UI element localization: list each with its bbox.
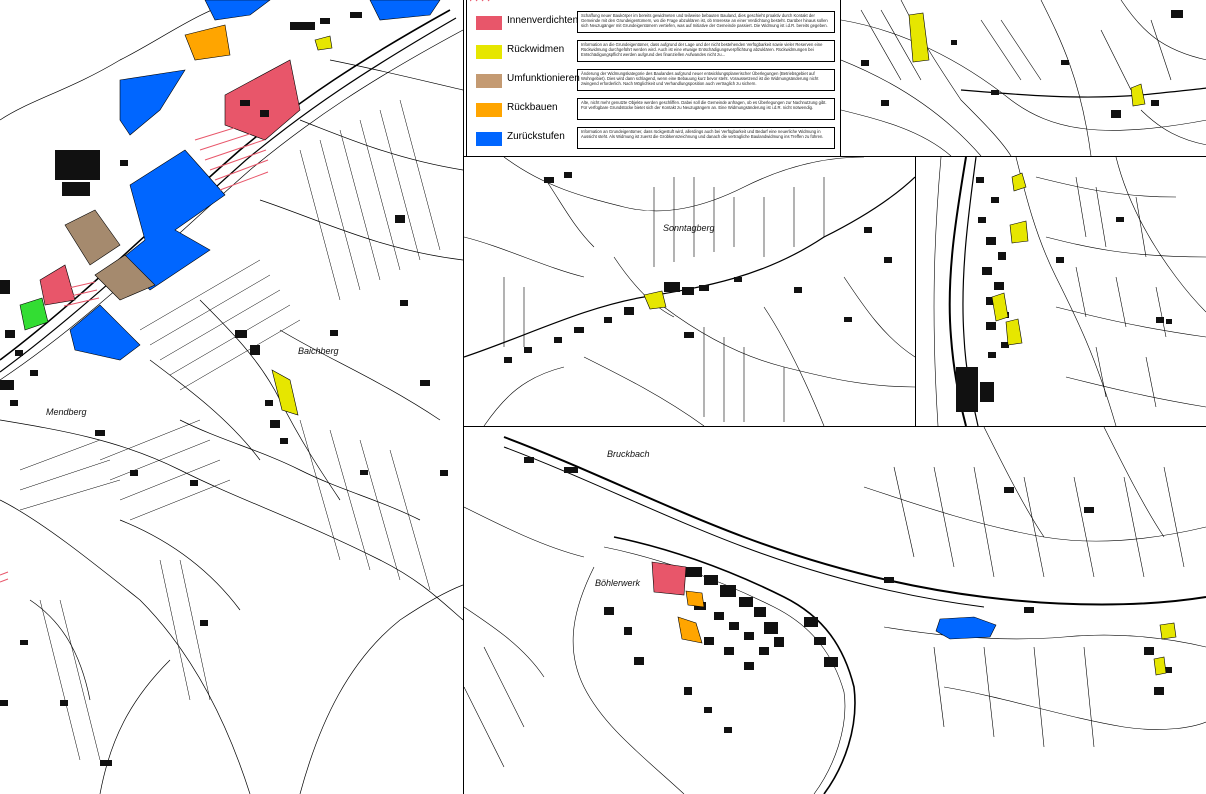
legend-item-innenverdichten: [467, 10, 840, 36]
legend-label: Rückwidmen: [507, 44, 565, 55]
map-sonntagberg-svg: [464, 157, 915, 426]
legend-swatch-innenverdichten: [476, 16, 502, 30]
zone-innenverdichten: [225, 60, 300, 140]
legend-item-rueckwidmen: [467, 39, 840, 65]
legend-item-umfunktionieren: [467, 68, 840, 94]
zone-rueckbauen: [686, 591, 704, 607]
legend-description: Information an die Grundeigentümer, dass aufgrund der Lage und der nicht bestehenden Verfügbarkeit sowie vieler Reserven eine Rückwidmung durchgeführt werden wird. Auch ist eine etwaige Entschädigungsverpflichtung abzuklären. Rückwidmungen bei Entschädigungspflicht werden aufgrund des finanziellen Aufwandes nicht zu...: [577, 40, 835, 62]
map-panel-mendberg[interactable]: [0, 0, 463, 794]
legend-description: Information an Grundeigentümer, dass rückgestuft wird, allerdings auch bei Verfügbarkeit und Bedarf eine neuerliche Widmung in Aussicht steht. Als Widmung ist zuerst die Grobkennzeichnung und danach die vertragliche Baulandwidmung ins Treffen zu führen.: [577, 127, 835, 149]
legend-label: Zurückstufen: [507, 131, 565, 142]
zone-innenverdichten: [40, 265, 75, 305]
zone-rueckwidmen: [992, 293, 1008, 321]
zone-zurueckstufen: [936, 617, 996, 639]
place-label-sonntagberg: Sonntagberg: [663, 223, 715, 233]
map-panel-top-right[interactable]: [840, 0, 1206, 156]
zone-rueckbauen: [185, 25, 230, 60]
legend-label: Rückbauen: [507, 102, 558, 113]
legend-label: Innenverdichten: [507, 15, 579, 26]
zone-rueckwidmen: [1006, 319, 1022, 345]
map-mendberg-svg: [0, 0, 463, 794]
legend-swatch-rueckbauen: [476, 103, 502, 117]
zone-rueckwidmen: [1131, 84, 1145, 106]
map-panel-valley[interactable]: [916, 157, 1206, 426]
place-label-baichberg: Baichberg: [298, 346, 339, 356]
zone-innenverdichten: [652, 562, 686, 595]
zone-rueckwidmen: [909, 13, 929, 62]
zone-rueckwidmen: [1154, 657, 1166, 675]
zone-zurueckstufen: [370, 0, 440, 20]
place-label-bruckbach: Bruckbach: [607, 449, 650, 459]
zone-umfunktionieren: [65, 210, 120, 265]
legend-description: Änderung der Widmungskategorie des Baulandes aufgrund neuer entwicklungsplanerischer Überlegungen (Betriebsgebiet auf Wohngebiet). Dies wird dann schlagend, wenn eine Bebauung kurz bevor steht. Voraussetzend ist die Widmungsänderung nicht zwingend erforderlich. Nach Möglichkeit und Verhandlungsposition auch vertraglich zu sichern.: [577, 69, 835, 91]
zone-rueckwidmen: [315, 36, 332, 50]
map-panel-bruckbach[interactable]: [464, 427, 1206, 794]
place-label-boehlerwerk: Böhlerwerk: [595, 578, 641, 588]
legend-description: Alte, nicht mehr genutzte Objekte werden geschliffen. Dabei soll die Gemeinde anfragen, ob es Überlegungen zur Nachnutzung gibt. Für verfügbare Grundstücke bietet sich der Kontakt zu Neuzugängern an. Eine Widmungsänderung ist i.d.R. nicht notwendig.: [577, 98, 835, 120]
legend-swatch-umfunktionieren: [476, 74, 502, 88]
legend-item-rueckbauen: [467, 97, 840, 123]
place-label-mendberg: Mendberg: [46, 407, 87, 417]
map-legend: [466, 0, 840, 157]
map-bruckbach-svg: [464, 427, 1206, 794]
zone-rueckwidmen: [1160, 623, 1176, 639]
zone-zurueckstufen: [70, 305, 140, 360]
legend-description: Schaffung neuer Baukörper im bereits gewidmeten und teilweise bebauten Bauland, dies geschieht proaktiv durch Kontakt der Gemeinde mit den Grundeigentümern, wo die Frage abzuklären ist, ob Interesse an einer Verdichtung besteht. Darüber hinaus sollen sich Neuzugänger mit Grundeigentümern vertiefen, was auf Initiative der Gemeinde passiert. Die Widmung ist i.d.R. bereits gegeben.: [577, 11, 835, 33]
legend-label: Umfunktionieren: [507, 73, 580, 84]
map-valley-svg: [916, 157, 1206, 426]
legend-swatch-zurueckstufen: [476, 132, 502, 146]
zone-rueckbauen: [678, 617, 702, 643]
zone-zurueckstufen: [120, 70, 185, 135]
map-top-right-svg: [841, 0, 1206, 156]
zone-rueckwidmen: [644, 291, 666, 309]
zone-rueckwidmen: [1010, 221, 1028, 243]
zone-zurueckstufen: [205, 0, 270, 20]
legend-hatch-swatch: [470, 0, 496, 2]
map-panel-sonntagberg[interactable]: [464, 157, 915, 426]
legend-swatch-rueckwidmen: [476, 45, 502, 59]
legend-item-zurueckstufen: [467, 126, 840, 152]
